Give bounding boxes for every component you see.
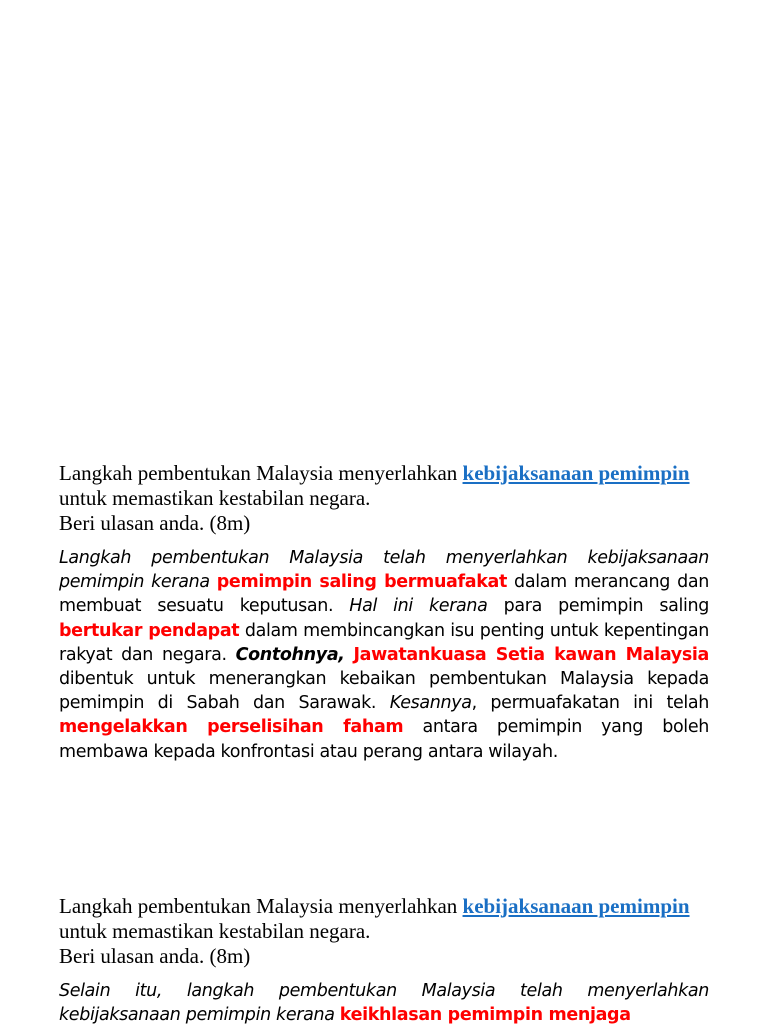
question-instruction-2: Beri ulasan anda. (8m) bbox=[59, 944, 251, 968]
answer1-s4-italic: Kesannya bbox=[389, 693, 472, 714]
answer1-s4-rest: , permuafakatan ini telah bbox=[471, 693, 709, 714]
answer1-s3-bolditalic: Contohnya, bbox=[235, 644, 345, 665]
question-answer-block-1 bbox=[59, 461, 709, 764]
answer1-s1-red: pemimpin saling bermuafakat bbox=[216, 572, 507, 593]
answer1-s3-red: Jawatankuasa Setia kawan Malaysia bbox=[353, 644, 709, 665]
answer-paragraph-2 bbox=[59, 979, 709, 1024]
question-part2: untuk memastikan kestabilan negara. bbox=[59, 486, 371, 510]
answer1-s1-italic: Langkah pembentukan Malaysia telah menyerlahkan kebijaksanaan pemimpin kerana bbox=[59, 548, 709, 593]
answer1-s3-rest: dibentuk untuk menerangkan kebaikan pembentukan Malaysia kepada pemimpin di Sabah dan Sarawak. bbox=[59, 669, 709, 714]
answer1-s4-red: mengelakkan perselisihan faham bbox=[59, 717, 404, 738]
question-part2: untuk memastikan kestabilan negara. bbox=[59, 919, 371, 943]
question-part1: Langkah pembentukan Malaysia menyerlahkan bbox=[59, 461, 463, 485]
question-answer-block-2 bbox=[59, 894, 709, 1024]
answer1-s2-red: bertukar pendapat bbox=[59, 620, 240, 641]
answer1-s2-rest: para pemimpin saling bbox=[487, 596, 709, 617]
answer2-s1-italic: Selain itu, langkah pembentukan Malaysia telah menyerlahkan kebijaksanaan pemimpin kerana bbox=[59, 981, 709, 1024]
answer-paragraph-1 bbox=[59, 546, 709, 764]
question-link-2[interactable]: kebijaksanaan pemimpin bbox=[462, 894, 690, 918]
answer1-s2-rest2: dalam membincangkan isu penting untuk kepentingan rakyat dan negara. bbox=[59, 620, 709, 665]
answer1-s2-italic: Hal ini kerana bbox=[349, 596, 488, 617]
question-instruction-1: Beri ulasan anda. (8m) bbox=[59, 511, 251, 535]
question-text-2 bbox=[59, 894, 709, 944]
question-text-1 bbox=[59, 461, 709, 511]
answer2-s1-red: keikhlasan pemimpin menjaga bbox=[339, 1005, 631, 1024]
answer1-s1-rest: dalam merancang dan membuat sesuatu keputusan. bbox=[59, 572, 709, 617]
question-part1: Langkah pembentukan Malaysia menyerlahkan bbox=[59, 894, 463, 918]
question-link-1[interactable]: kebijaksanaan pemimpin bbox=[462, 461, 690, 485]
answer1-s4-rest2: antara pemimpin yang boleh membawa kepada konfrontasi atau perang antara wilayah. bbox=[59, 717, 709, 762]
